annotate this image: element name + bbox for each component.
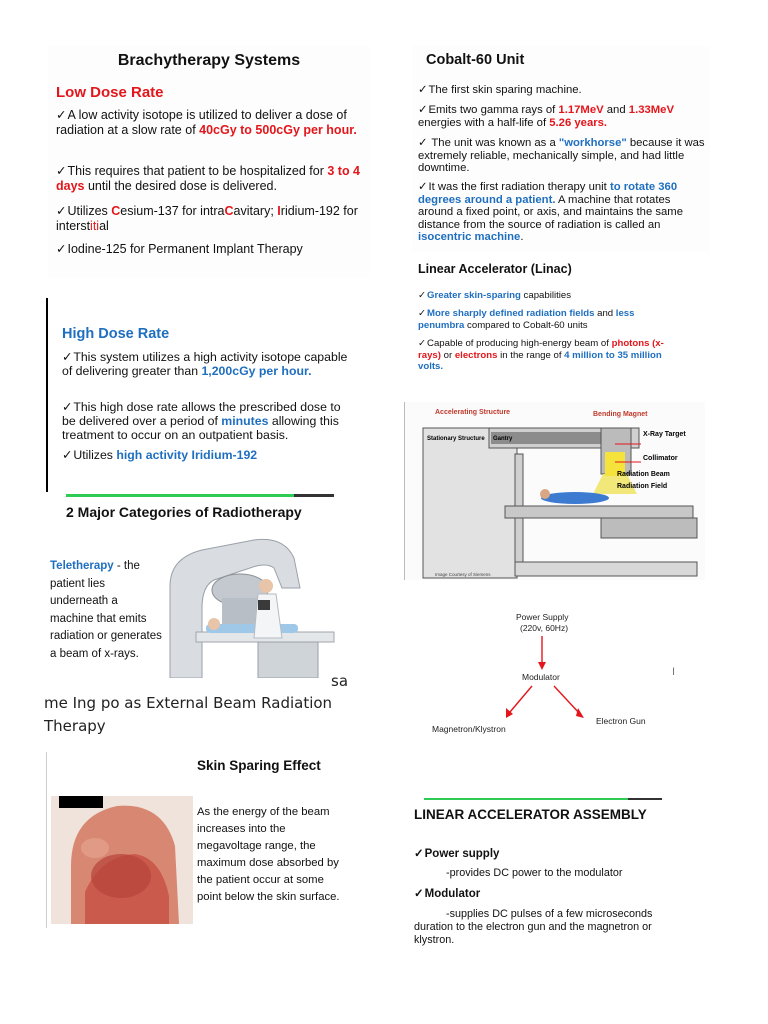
- label-power-supply: Power Supply: [516, 612, 569, 622]
- bullet-outpatient: ✓ This high dose rate allows the prescribed dose to be delivered over a period of minutes allowing this treatment to occur on an outpatient basis.: [62, 400, 348, 442]
- label-xray-target: X-Ray Target: [643, 431, 686, 438]
- linac-diagram-panel: [404, 402, 705, 580]
- caption-text: me Ing po as External Beam Radiation Therapy: [44, 694, 333, 735]
- bullet-iridium: ✓ Utilizes high activity Iridium-192: [62, 448, 348, 462]
- item-modulator: ✓ Modulator: [414, 886, 480, 900]
- text-cursor-icon: I: [672, 666, 676, 678]
- cobalt-60-panel: [412, 46, 710, 252]
- bullet-gamma-rays: ✓ Emits two gamma rays of 1.17MeV and 1.33MeV energies with a half-life of 5.26 years.: [418, 104, 708, 129]
- bullet-first-skin-sparing: ✓ The first skin sparing machine.: [418, 84, 708, 97]
- skin-sparing-panel: [46, 752, 345, 928]
- power-flow-diagram: [414, 600, 702, 746]
- label-bending-magnet: Bending Magnet: [593, 411, 648, 418]
- label-stationary-structure: Stationary Structure: [427, 436, 485, 442]
- radiotherapy-categories-panel: [48, 494, 338, 690]
- brachytherapy-panel: [48, 46, 370, 278]
- linac-title: Linear Accelerator (Linac): [418, 262, 572, 276]
- bullet-iodine: ✓ Iodine-125 for Permanent Implant Therapy: [56, 242, 361, 257]
- bullet-cesium: ✓ Utilizes Cesium-137 for intraCavitary; Iridium-192 for interstitial: [56, 204, 361, 234]
- label-accelerating-structure: Accelerating Structure: [435, 409, 511, 416]
- item-power-supply: ✓ Power supply: [414, 846, 499, 860]
- bullet-high-activity: ✓ This system utilizes a high activity isotope capable of delivering greater than 1,200cGy per hour.: [62, 350, 348, 378]
- high-dose-rate-panel: [46, 298, 352, 492]
- linac-assembly-panel: [412, 796, 674, 974]
- assembly-title: LINEAR ACCELERATOR ASSEMBLY: [414, 807, 647, 822]
- label-radiation-beam: Radiation Beam: [617, 471, 670, 478]
- high-dose-rate-heading: High Dose Rate: [62, 326, 170, 342]
- label-collimator: Collimator: [643, 455, 678, 462]
- label-image-credit: Image Courtesy of Siemens: [435, 572, 491, 577]
- divider-bar-dark: [628, 798, 662, 800]
- bullet-skin-sparing: ✓ Greater skin-sparing capabilities: [418, 290, 682, 302]
- brachytherapy-title: Brachytherapy Systems: [117, 52, 301, 69]
- bullet-isocentric: ✓ It was the first radiation therapy unit to rotate 360 degrees around a patient. A machine that rotates around a fixed point, or axis, and maintains the same distance from the source of radiation is called an isocentric machine.: [418, 181, 708, 244]
- label-magnetron-klystron: Magnetron/Klystron: [432, 724, 506, 734]
- divider-bar-dark: [294, 494, 334, 497]
- bullet-low-activity: ✓ A low activity isotope is utilized to deliver a dose of radiation at a slow rate of 40cGy to 500cGy per hour.: [56, 108, 361, 138]
- caption-fragment: sa: [331, 672, 349, 690]
- bullet-high-energy: ✓ Capable of producing high-energy beam of photons (x-rays) or electrons in the range of 4 million to 35 million volts.: [418, 338, 682, 373]
- categories-title: 2 Major Categories of Radiotherapy: [66, 504, 302, 520]
- linac-diagram: [405, 402, 705, 580]
- desc-modulator: -supplies DC pulses of a few microseconds duration to the electron gun and the magnetron or klystron.: [414, 908, 653, 946]
- label-power-spec: (220v, 60Hz): [520, 623, 569, 633]
- skin-sparing-text: As the energy of the beam increases into the megavoltage range, the maximum dose absorbed by the patient occur at some point below the skin surface.: [197, 806, 340, 903]
- divider-bar: [424, 798, 628, 800]
- bullet-hospitalized: ✓ This requires that patient to be hospitalized for 3 to 4 days until the desired dose is delivered.: [56, 164, 361, 194]
- label-electron-gun: Electron Gun: [596, 716, 646, 726]
- label-gantry: Gantry: [493, 436, 513, 442]
- patient-face-photo: [51, 796, 193, 924]
- label-radiation-field: Radiation Field: [617, 483, 668, 490]
- skin-sparing-title: Skin Sparing Effect: [197, 758, 321, 773]
- desc-power-supply: -provides DC power to the modulator: [446, 867, 623, 879]
- bullet-radiation-fields: ✓ More sharply defined radiation fields and less penumbra compared to Cobalt-60 units: [418, 308, 682, 331]
- teletherapy-description: Teletherapy - the patient lies underneath a machine that emits radiation or generates a beam of x-rays.: [50, 560, 162, 660]
- bullet-workhorse: ✓ The unit was known as a "workhorse" because it was extremely reliable, mechanically simple, and had little downtime.: [418, 137, 708, 175]
- divider-bar: [66, 494, 294, 497]
- power-flow-panel: [414, 600, 702, 746]
- label-modulator: Modulator: [522, 672, 560, 682]
- low-dose-rate-heading: Low Dose Rate: [56, 84, 164, 101]
- linac-panel: [412, 256, 684, 396]
- cobalt-title: Cobalt-60 Unit: [426, 52, 525, 68]
- teletherapy-machine-illustration: [162, 528, 336, 678]
